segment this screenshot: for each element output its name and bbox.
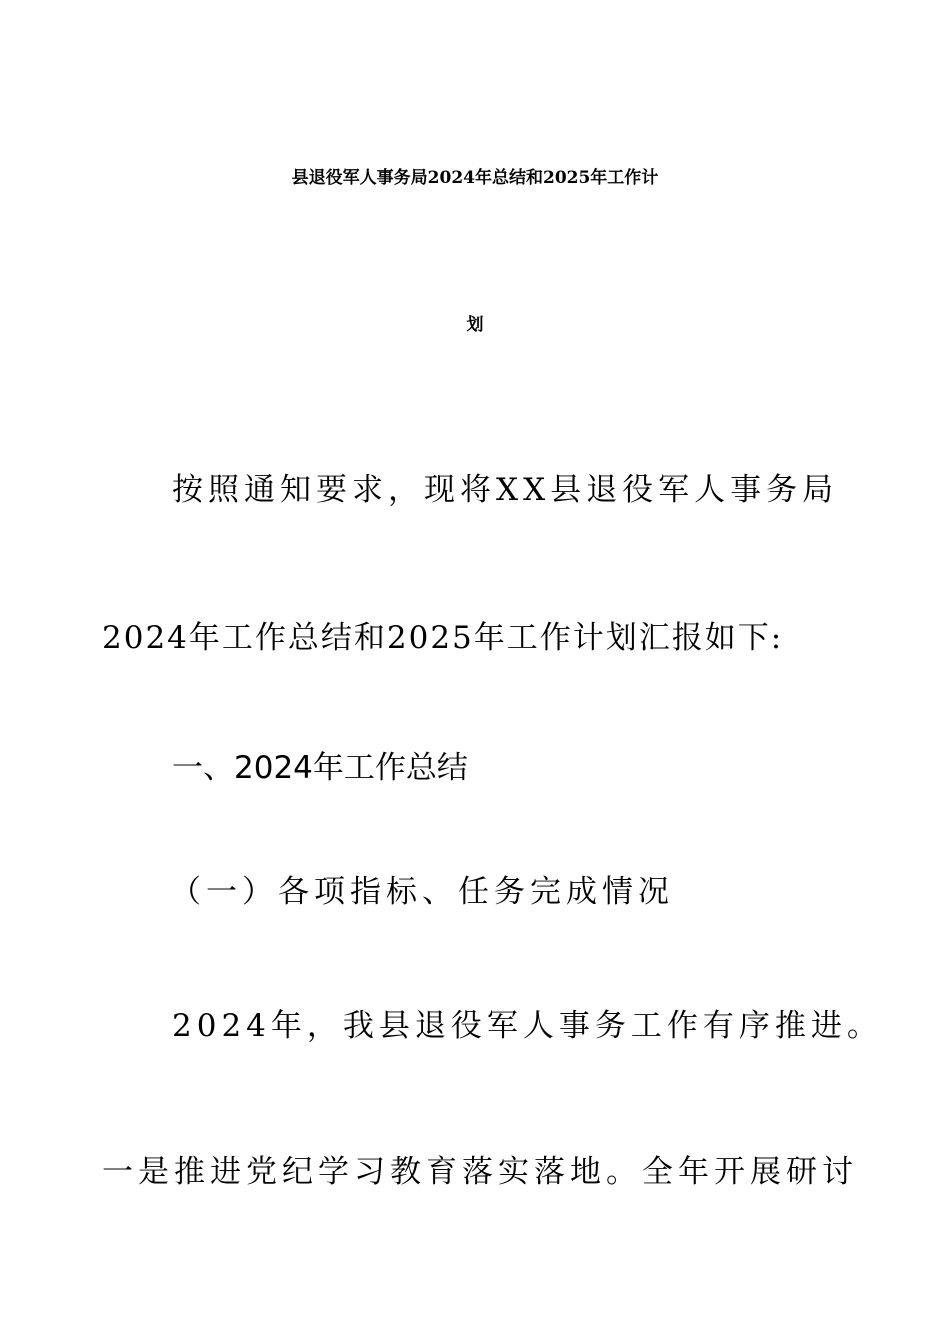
section-heading-1: 一、2024年工作总结 bbox=[172, 750, 468, 786]
body-paragraph-line-2: 一是推进党纪学习教育落实落地。全年开展研讨 bbox=[102, 1154, 858, 1190]
document-title-line-2: 划 bbox=[466, 315, 484, 335]
subsection-heading-1: （一）各项指标、任务完成情况 bbox=[170, 874, 674, 910]
intro-paragraph-line-1: 按照通知要求，现将XX县退役军人事务局 bbox=[172, 472, 839, 508]
body-paragraph-line-1: 2024年，我县退役军人事务工作有序推进。 bbox=[172, 1008, 883, 1044]
document-title-line-1: 县退役军人事务局2024年总结和2025年工作计 bbox=[291, 168, 659, 188]
intro-paragraph-line-2: 2024年工作总结和2025年工作计划汇报如下: bbox=[102, 620, 784, 656]
